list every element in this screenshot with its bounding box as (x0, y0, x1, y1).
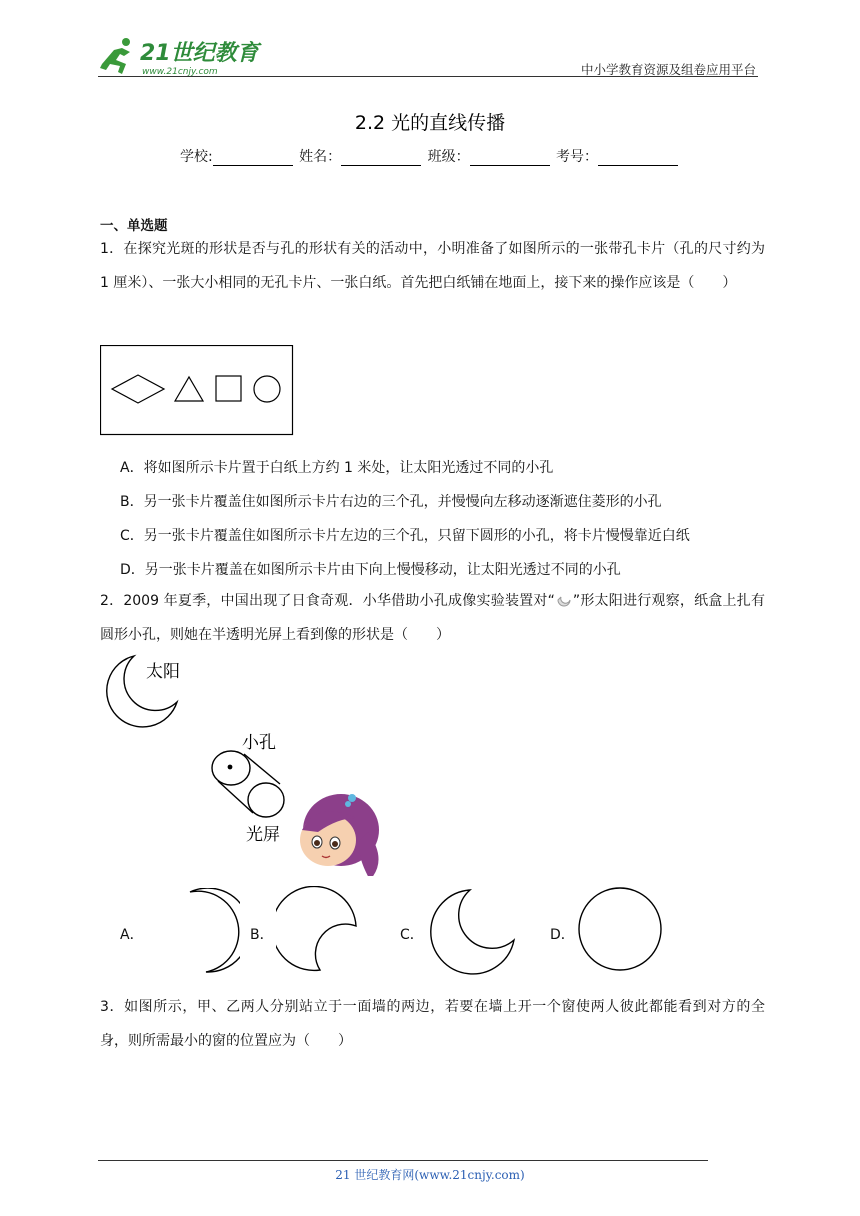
footer-divider (98, 1160, 708, 1161)
crescent-sun-icon (555, 593, 573, 607)
name-blank[interactable] (341, 151, 421, 166)
screen-label: 光屏 (246, 825, 280, 845)
sun-label: 太阳 (146, 662, 180, 682)
name-label: 姓名： (299, 149, 342, 165)
pinhole-box-icon (212, 751, 284, 817)
question-3-text: 3．如图所示，甲、乙两人分别站立于一面墙的两边，若要在墙上开一个窗使两人彼此都能看到对方的全身，则所需最小的窗的位置应为（ ） (100, 999, 765, 1049)
q2-option-a-shape[interactable] (150, 888, 240, 978)
card-with-holes-figure (100, 345, 294, 436)
q2-option-d-label[interactable]: D． (550, 927, 575, 943)
school-label: 学校: (179, 149, 213, 165)
q1-option-b[interactable]: B．另一张卡片覆盖住如图所示卡片右边的三个孔，并慢慢向左移动逐渐遮住菱形的小孔 (120, 494, 662, 510)
triangle-hole (175, 377, 203, 401)
site-logo (96, 34, 266, 78)
q1-option-c[interactable]: C．另一张卡片覆盖住如图所示卡片左边的三个孔，只留下圆形的小孔，将卡片慢慢靠近白纸 (120, 528, 690, 544)
logo-text: 21世纪教育 (140, 41, 259, 66)
rhombus-hole (112, 375, 164, 403)
id-blank[interactable] (598, 151, 678, 166)
question-2-text (100, 584, 765, 652)
section-title: 一、单选题 (100, 218, 168, 234)
q2-text-before: 2．2009 年夏季，中国出现了日食奇观．小华借助小孔成像实验装置对“ (100, 593, 555, 609)
q1-option-d[interactable]: D．另一张卡片覆盖在如图所示卡片由下向上慢慢移动，让太阳光透过不同的小孔 (120, 562, 621, 578)
q2-option-a-label[interactable]: A． (120, 927, 144, 943)
pinhole-experiment-figure (98, 650, 398, 876)
school-blank[interactable] (213, 151, 293, 166)
q2-option-b-shape[interactable] (276, 886, 366, 976)
hole-label: 小孔 (242, 733, 276, 753)
student-info-line (0, 146, 860, 166)
header-divider (98, 76, 758, 77)
platform-name: 中小学教育资源及组卷应用平台 (580, 62, 756, 77)
q2-option-c-label[interactable]: C． (400, 927, 424, 943)
q2-option-b-label[interactable]: B． (250, 927, 274, 943)
square-hole (216, 376, 241, 401)
class-blank[interactable] (470, 151, 550, 166)
circle-hole (254, 376, 280, 402)
q2-option-c-shape[interactable] (426, 886, 518, 978)
id-label: 考号： (556, 149, 599, 165)
page-title: 2.2 光的直线传播 (354, 112, 506, 134)
footer-text[interactable]: 21 世纪教育网(www.21cnjy.com) (335, 1168, 525, 1182)
q1-option-a[interactable]: A．将如图所示卡片置于白纸上方约 1 米处，让太阳光透过不同的小孔 (120, 460, 554, 476)
girl-avatar-icon (300, 794, 379, 876)
q2-text-after: ”形太阳进行观察，纸盒上扎有圆形小孔，则她在半透明光屏上看到像的形状是（ ） (100, 593, 765, 643)
logo-url: www.21cnjy.com (142, 67, 218, 77)
class-label: 班级： (427, 149, 470, 165)
q2-option-d-shape[interactable] (577, 886, 663, 972)
question-1-text: 1．在探究光斑的形状是否与孔的形状有关的活动中，小明准备了如图所示的一张带孔卡片（孔的尺寸约为 1 厘米）、一张大小相同的无孔卡片、一张白纸。首先把白纸铺在地面上，接下来的操作应该是（ ） (100, 241, 765, 291)
